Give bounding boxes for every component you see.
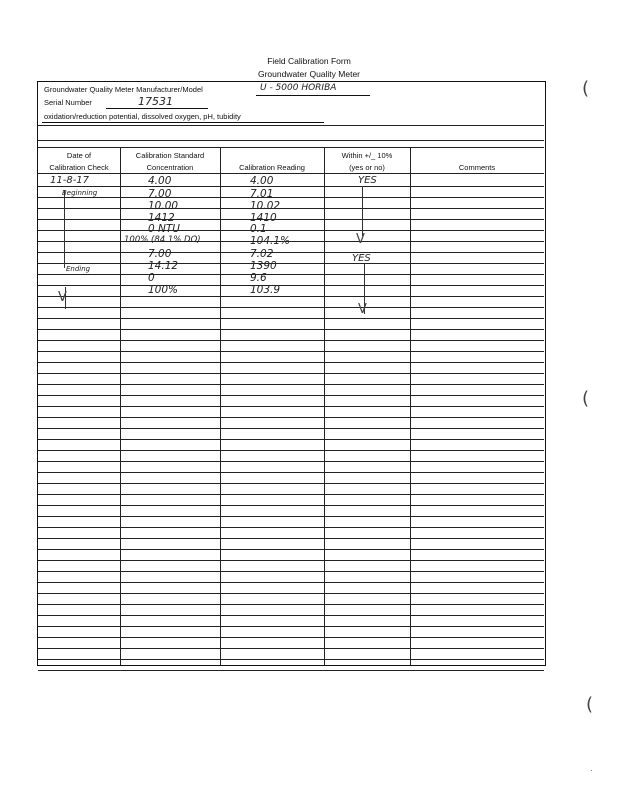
table-rule: [38, 230, 544, 231]
standard-value: 0 NTU: [148, 223, 180, 235]
table-rule: [38, 208, 544, 209]
entry-beginning: Beginning: [62, 189, 98, 197]
table-rule: [38, 659, 544, 660]
col-standard-line-1: Calibration Standard: [135, 151, 205, 160]
table-rule: [38, 219, 544, 220]
table-rule: [38, 626, 544, 627]
bracket-arrow-within: V: [356, 232, 365, 247]
col-date-line-1: Date of: [66, 151, 92, 160]
standard-value: 4.00: [148, 175, 172, 187]
punch-hole-mark: (: [586, 694, 594, 715]
column-divider: [324, 147, 325, 665]
col-reading-line-1: Calibration Reading: [239, 163, 305, 172]
col-standard: [120, 150, 220, 174]
reading-value: 7.02: [250, 248, 274, 260]
col-within-line-1: Within +/_ 10%: [341, 151, 393, 160]
scan-speck: ·: [590, 766, 593, 775]
standard-value: 100% (84.1% DO): [124, 235, 201, 245]
standard-value: 1412: [148, 212, 175, 224]
reading-value: 10.02: [250, 200, 281, 212]
col-reading: [220, 162, 324, 174]
reading-value: 7.01: [250, 188, 274, 200]
table-rule: [38, 582, 544, 583]
table-rule: [38, 637, 544, 638]
bracket-line-within: [362, 186, 363, 236]
parameters-text: oxidation/reduction potential, dissolved oxygen, pH, tubidity: [44, 112, 241, 121]
standard-value: 100%: [148, 284, 179, 296]
col-standard-line-2: Concentration: [146, 163, 194, 172]
form-subtitle: Groundwater Quality Meter: [257, 69, 361, 79]
table-rule: [38, 307, 544, 308]
table-rule: [38, 147, 544, 148]
serial-line: [106, 108, 208, 109]
table-rule: [38, 296, 544, 297]
serial-label: Serial Number: [44, 98, 92, 107]
manufacturer-line: [256, 95, 370, 96]
table-rule: [38, 428, 544, 429]
standard-value: 14.12: [148, 260, 179, 272]
table-rule: [38, 615, 544, 616]
parameters-line: [42, 122, 324, 123]
table-rule: [38, 373, 544, 374]
table-rule: [38, 604, 544, 605]
table-rule: [38, 549, 544, 550]
reading-value: 9.6: [250, 272, 267, 284]
col-within-line-2: (yes or no): [349, 163, 385, 172]
entry-date: 11-8-17: [50, 175, 90, 186]
table-rule: [38, 406, 544, 407]
reading-value: 103.9: [250, 284, 281, 296]
table-rule: [38, 670, 544, 671]
serial-value: 17531: [138, 95, 173, 108]
table-rule: [38, 252, 544, 253]
reading-value: 1390: [250, 260, 277, 272]
standard-value: 7.00: [148, 248, 172, 260]
reading-value: 0.1: [250, 223, 267, 235]
table-rule: [38, 362, 544, 363]
table-rule: [38, 263, 544, 264]
column-divider: [410, 147, 411, 665]
table-rule: [38, 494, 544, 495]
table-rule: [38, 417, 544, 418]
form-title: Field Calibration Form: [267, 56, 351, 66]
reading-value: 1410: [250, 212, 277, 224]
table-rule: [38, 593, 544, 594]
table-rule: [38, 571, 544, 572]
table-rule: [38, 483, 544, 484]
reading-value: 4.00: [250, 175, 274, 187]
table-rule: [38, 329, 544, 330]
calibration-form: [37, 81, 546, 666]
bracket-arrow-date: V: [58, 290, 67, 305]
standard-value: 0: [148, 272, 155, 284]
table-rule: [38, 186, 544, 187]
punch-hole-mark: (: [582, 78, 590, 99]
col-comments-line-1: Comments: [458, 163, 496, 172]
table-rule: [38, 516, 544, 517]
bracket-arrow-within-2: V: [358, 302, 367, 317]
table-rule: [38, 384, 544, 385]
table-rule: [38, 648, 544, 649]
table-rule: [38, 450, 544, 451]
standard-value: 10.00: [148, 200, 179, 212]
table-rule: [38, 241, 544, 242]
col-comments: [410, 162, 544, 174]
table-rule: [38, 197, 544, 198]
punch-hole-mark: (: [582, 388, 590, 409]
reading-value: 104.1%: [250, 235, 291, 247]
entry-within-yes-2: YES: [352, 253, 371, 264]
table-rule: [38, 439, 544, 440]
table-rule: [38, 274, 544, 275]
table-rule: [38, 351, 544, 352]
manufacturer-label: Groundwater Quality Meter Manufacturer/Model: [44, 85, 203, 94]
table-rule: [38, 527, 544, 528]
bracket-line-date: [64, 190, 65, 268]
col-date: [38, 150, 120, 174]
col-date-line-2: Calibration Check: [49, 163, 109, 172]
standard-value: 7.00: [148, 188, 172, 200]
col-within: [324, 150, 410, 174]
table-rule: [38, 461, 544, 462]
table-rule: [38, 560, 544, 561]
table-rule: [38, 285, 544, 286]
entry-ending: Ending: [66, 265, 91, 273]
column-divider: [220, 147, 221, 665]
table-rule: [38, 125, 544, 126]
table-rule: [38, 140, 544, 141]
table-rule: [38, 318, 544, 319]
table-rule: [38, 340, 544, 341]
table-rule: [38, 395, 544, 396]
manufacturer-value: U - 5000 HORIBA: [260, 83, 337, 93]
column-divider: [120, 147, 121, 665]
table-rule: [38, 472, 544, 473]
entry-within-yes-1: YES: [358, 175, 377, 186]
table-rule: [38, 505, 544, 506]
table-rule: [38, 538, 544, 539]
